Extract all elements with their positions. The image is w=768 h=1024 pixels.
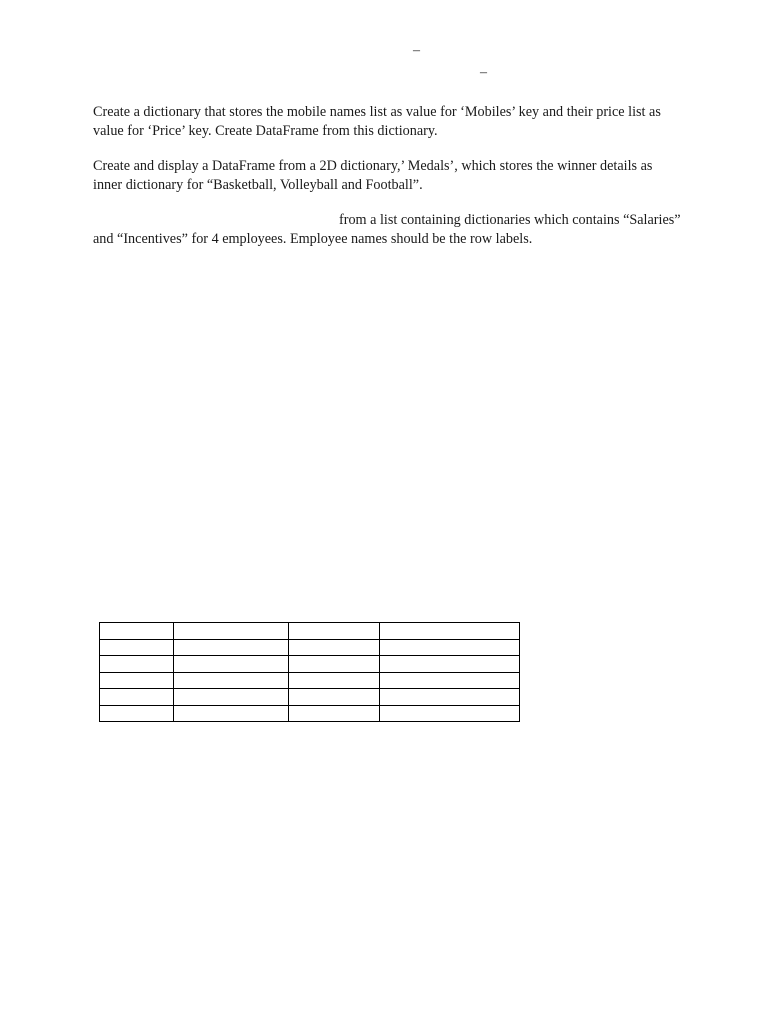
paragraph-line: and “Incentives” for 4 employees. Employee names should be the row labels. — [93, 231, 533, 247]
empty-table — [99, 622, 520, 722]
question-paragraph-2 — [93, 157, 721, 195]
table-cell — [289, 705, 380, 722]
header-mark: – — [413, 43, 420, 58]
table-cell — [174, 672, 289, 689]
paragraph-line: value for ‘Price’ key. Create DataFrame from this dictionary. — [93, 123, 438, 139]
table-cell — [100, 623, 174, 640]
table-cell — [289, 672, 380, 689]
table-row — [100, 672, 520, 689]
table-cell — [289, 639, 380, 656]
table-cell — [174, 705, 289, 722]
table-row — [100, 656, 520, 673]
table-cell — [289, 623, 380, 640]
table-cell — [380, 656, 520, 673]
table-cell — [174, 623, 289, 640]
table-cell — [289, 689, 380, 706]
paragraph-line: Create a dictionary that stores the mobile names list as value for ‘Mobiles’ key and their price list as — [93, 104, 661, 120]
table-cell — [174, 639, 289, 656]
table-cell — [380, 689, 520, 706]
paragraph-line: inner dictionary for “Basketball, Volleyball and Football”. — [93, 177, 423, 193]
table-cell — [100, 639, 174, 656]
table-cell — [289, 656, 380, 673]
table-row — [100, 639, 520, 656]
table-cell — [380, 705, 520, 722]
table-cell — [100, 689, 174, 706]
table-row — [100, 623, 520, 640]
table-cell — [380, 639, 520, 656]
table-cell — [174, 656, 289, 673]
header-mark: – — [480, 65, 487, 80]
table-row — [100, 705, 520, 722]
table-cell — [174, 689, 289, 706]
paragraph-line-text: from a list containing dictionaries which contains “Salaries” — [339, 212, 681, 228]
paragraph-line: Create and display a DataFrame from a 2D dictionary,’ Medals’, which stores the winner details as — [93, 158, 653, 174]
question-paragraph-3 — [93, 211, 721, 249]
table-cell — [100, 705, 174, 722]
table-cell — [100, 656, 174, 673]
table-cell — [100, 672, 174, 689]
question-paragraph-1 — [93, 103, 721, 141]
table-row — [100, 689, 520, 706]
table-cell — [380, 623, 520, 640]
table-cell — [380, 672, 520, 689]
paragraph-line — [93, 211, 721, 230]
